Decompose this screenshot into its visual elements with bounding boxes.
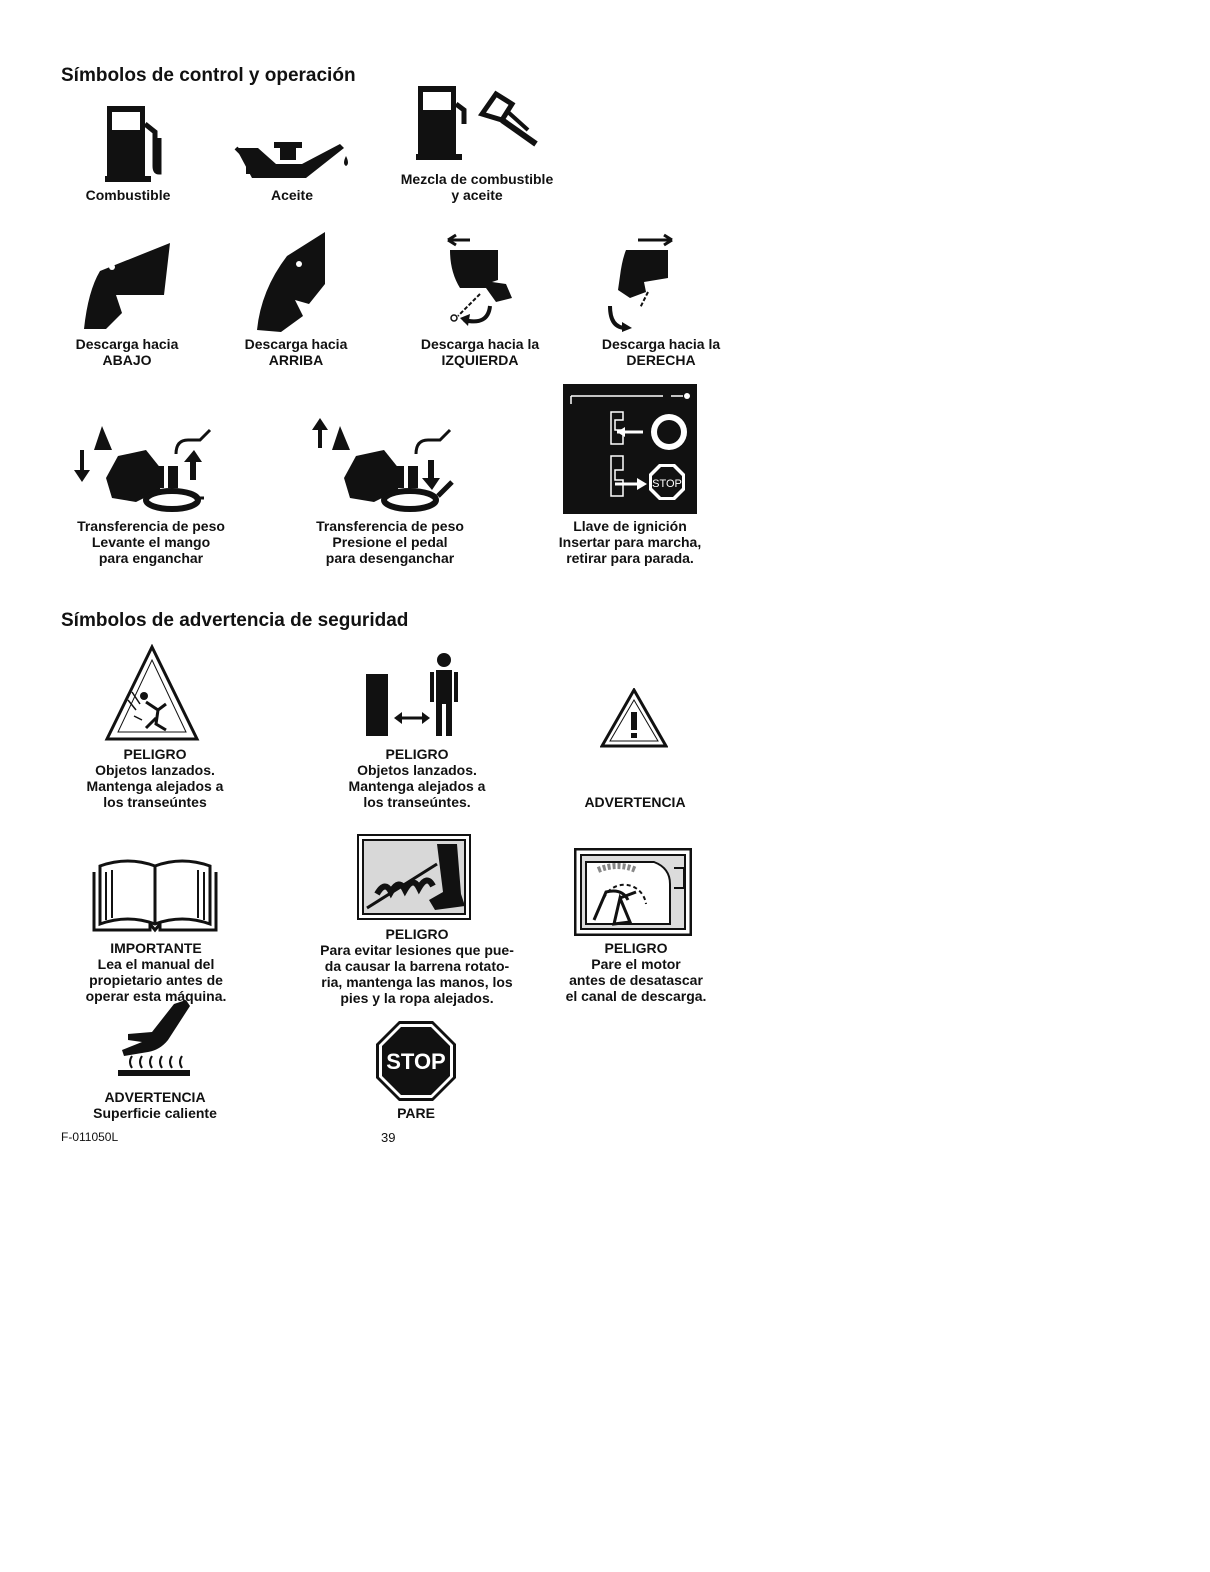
oil-can-icon: [232, 130, 352, 182]
control-symbols-heading: Símbolos de control y operación: [61, 65, 356, 86]
manual-caption: IMPORTANTE Lea el manual del propietario antes de operar esta máquina.: [85, 940, 227, 1004]
stop-caption: PARE: [397, 1105, 435, 1121]
stop-sign-text: STOP: [386, 1049, 446, 1074]
chute-deflector-down-icon: [82, 241, 174, 333]
bystanders-caption: PELIGRO Objetos lanzados. Mantenga alejados a los transeúntes.: [348, 746, 486, 810]
oil-caption: Aceite: [270, 187, 314, 203]
warning-caption: ADVERTENCIA: [584, 794, 686, 810]
mix-caption: Mezcla de combustible y aceite: [400, 171, 554, 203]
operator-manual-icon: [90, 854, 220, 934]
chute-rotate-right-icon: [596, 232, 680, 332]
chute-up-caption: Descarga hacia ARRIBA: [244, 336, 348, 368]
document-code: F-011050L: [61, 1130, 119, 1144]
chute-left-caption: Descarga hacia la IZQUIERDA: [420, 336, 540, 368]
stop-sign-icon: [375, 1020, 457, 1102]
hot-surface-caption: ADVERTENCIA Superficie caliente: [93, 1089, 217, 1121]
chute-right-caption: Descarga hacia la DERECHA: [601, 336, 721, 368]
keep-bystanders-away-icon: [364, 652, 464, 740]
warning-triangle-icon: [600, 688, 668, 748]
chute-clearing-caption: PELIGRO Pare el motor antes de desatascar el canal de descarga.: [565, 940, 707, 1004]
fuel-oil-mix-icon: [416, 84, 556, 166]
chute-clearing-icon: [574, 848, 692, 936]
weight-lift-caption: Transferencia de peso Levante el mango para enganchar: [77, 518, 225, 566]
weight-transfer-lift-icon: [72, 420, 218, 516]
auger-caption: PELIGRO Para evitar lesiones que pue- da causar la barrena rotato- ria, mantenga las manos, los pies y la ropa alejados.: [320, 926, 514, 1006]
hot-surface-icon: [112, 996, 196, 1078]
weight-pedal-caption: Transferencia de peso Presione el pedal para desenganchar: [316, 518, 464, 566]
ignition-key-icon: [563, 384, 697, 514]
rotating-auger-icon: [357, 834, 471, 920]
fuel-pump-icon: [105, 104, 165, 184]
fuel-caption: Combustible: [85, 187, 171, 203]
weight-transfer-pedal-icon: [310, 416, 456, 514]
safety-symbols-heading: Símbolos de advertencia de seguridad: [61, 610, 409, 631]
ignition-stop-label: STOP: [652, 478, 682, 490]
thrown-objects-caption: PELIGRO Objetos lanzados. Mantenga alejados a los transeúntes: [86, 746, 224, 810]
thrown-objects-triangle-icon: [104, 644, 200, 742]
chute-deflector-up-icon: [253, 230, 333, 334]
ignition-caption: Llave de ignición Insertar para marcha, retirar para parada.: [558, 518, 702, 566]
chute-rotate-left-icon: [440, 232, 520, 330]
page-number: 39: [381, 1130, 396, 1145]
chute-down-caption: Descarga hacia ABAJO: [75, 336, 179, 368]
